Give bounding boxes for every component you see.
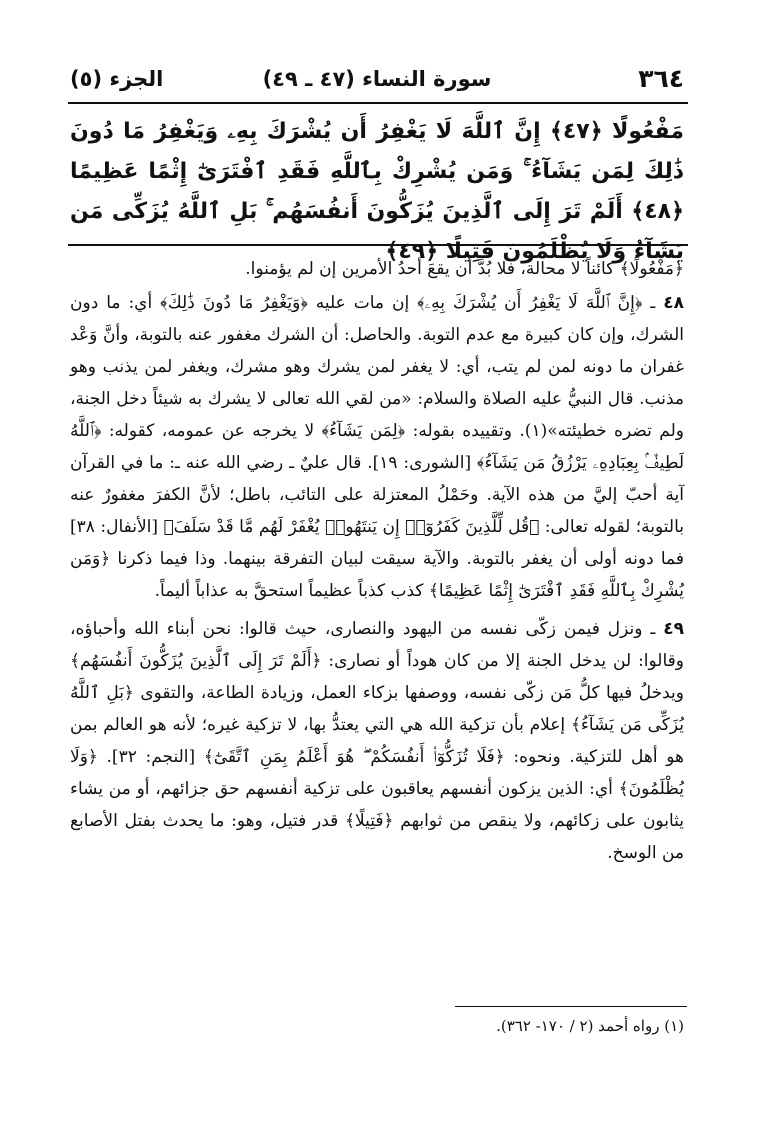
commentary-paragraph-47: ﴿مَفْعُولًا﴾ كائناً لا محالة، فلا بُدَّ أن يقعَ أحدُ الأمرين إن لم يؤمنوا. [245, 259, 684, 279]
page-number: ٣٦٤ [638, 64, 684, 93]
commentary-text-49: ونزل فيمن زكّى نفسه من اليهود والنصارى، حيث قالوا: نحن أبناء الله وأحباؤه، وقالوا: لن يدخل الجنة إلا من كان هوداً أو نصارى: ﴿أَلَمْ تَرَ إِلَى ٱلَّذِينَ يُزَكُّونَ أَنفُسَهُم﴾ ويدخلُ فيها كلُّ مَن زكّى نفسه، ووصفها بزكاء العمل، وزيادة الطاعة، والتقوى ﴿بَلِ ٱللَّهُ يُزَكِّى مَن يَشَآءُ﴾ إعلام بأن تزكية الله هي التي يعتدُّ بها، لا تزكية غيره؛ لأنه هو العالم بمن هو أهل للتزكية. ونحوه: ﴿فَلَا تُزَكُّوٓا۟ أَنفُسَكُمْ ۖ هُوَ أَعْلَمُ بِمَنِ ٱتَّقَىٰٓ﴾ [النجم: ٣٢]. ﴿وَلَا يُظْلَمُونَ﴾ أي: الذين يزكون أنفسهم يعاقبون على تزكية أنفسهم حق جزائهم، أو من يشاء يثابون على زكائهم، ولا ينقص من ثوابهم ﴿فَتِيلًا﴾ قدر فتيل، وهو: ما يحدث بفتل الأصابع من الوسخ. [70, 619, 684, 863]
footnote-divider [455, 1006, 687, 1007]
surah-title: سورة النساء (٤٧ ـ ٤٩) [262, 67, 492, 91]
verses-divider [68, 244, 688, 246]
commentary [70, 253, 684, 869]
verse-number-48: ٤٨ [663, 293, 684, 313]
verse-number-49: ٤٩ [663, 619, 684, 639]
commentary-paragraph-49: ٤٩ ـ ونزل فيمن زكّى نفسه من اليهود والنصارى، حيث قالوا: نحن أبناء الله وأحباؤه، وقالوا: لن يدخل الجنة إلا من كان هوداً أو نصارى: ﴿أَلَمْ تَرَ إِلَى ٱلَّذِينَ يُزَكُّونَ أَنفُسَهُم﴾ ويدخلُ فيها كلُّ مَن زكّى نفسه، ووصفها بزكاء العمل، وزيادة الطاعة، والتقوى ﴿بَلِ ٱللَّهُ يُزَكِّى مَن يَشَآءُ﴾ إعلام بأن تزكية الله هي التي يعتدُّ بها، لا تزكية غيره؛ لأنه هو العالم بمن هو أهل للتزكية. ونحوه: ﴿فَلَا تُزَكُّوٓا۟ أَنفُسَكُمْ ۖ هُوَ أَعْلَمُ بِمَنِ ٱتَّقَىٰٓ﴾ [النجم: ٣٢]. ﴿وَلَا يُظْلَمُونَ﴾ أي: الذين يزكون أنفسهم يعاقبون على تزكية أنفسهم حق جزائهم، أو من يشاء يثابون على زكائهم، ولا ينقص من ثوابهم ﴿فَتِيلًا﴾ قدر فتيل، وهو: ما يحدث بفتل الأصابع من الوسخ. [70, 619, 684, 863]
quran-verses: مَفْعُولًا ﴿٤٧﴾ إِنَّ ٱللَّهَ لَا يَغْفِرُ أَن يُشْرَكَ بِهِۦ وَيَغْفِرُ مَا دُونَ ذَٰلِكَ لِمَن يَشَآءُ ۚ وَمَن يُشْرِكْ بِٱللَّهِ فَقَدِ ٱفْتَرَىٰٓ إِثْمًا عَظِيمًا ﴿٤٨﴾ أَلَمْ تَرَ إِلَى ٱلَّذِينَ يُزَكُّونَ أَنفُسَهُم ۚ بَلِ ٱللَّهُ يُزَكِّى مَن يَشَآءُ وَلَا يُظْلَمُونَ فَتِيلًا ﴿٤٩﴾ [70, 119, 684, 264]
commentary-text-48: ﴿إِنَّ ٱللَّهَ لَا يَغْفِرُ أَن يُشْرَكَ بِهِۦ﴾ إن مات عليه ﴿وَيَغْفِرُ مَا دُونَ ذَٰلِكَ﴾ أي: ما دون الشرك، وإن كان كبيرة مع عدم التوبة. والحاصل: أن الشرك مغفور عنه بالتوبة، وأنَّ وَعْد غفران ما دونه لمن لم يتب، أي: لا يغفر لمن يشرك وهو مشرك، ويغفر لمن يذنب وهو مذنب. قال النبيُّ عليه الصلاة والسلام: «من لقي الله تعالى لا يشرك به شيئاً دخل الجنة، ولم تضره خطيئته»(١). وتقييده بقوله: ﴿لِمَن يَشَآءُ﴾ لا يخرجه عن عمومه، كقوله: ﴿ٱللَّهُ لَطِيفٌۢ بِعِبَادِهِۦ يَرْزُقُ مَن يَشَآءُ﴾ [الشورى: ١٩]. قال عليٌ ـ رضي الله عنه ـ: ما في القرآن آية أحبّ إليَّ من هذه الآية. وحَمْلُ المعتزلة على التائب، باطل؛ لأنَّ الكفرَ مغفورٌ عنه بالتوبة؛ لقوله تعالى: ﴿قُل لِّلَّذِينَ كَفَرُوٓا۟ إِن يَنتَهُوا۟ يُغْفَرْ لَهُم مَّا قَدْ سَلَفَ﴾ [الأنفال: ٣٨] فما دونه أولى أن يغفر بالتوبة. والآية سيقت لبيان التفرقة بينهما. وذا فيما ذكرنا ﴿وَمَن يُشْرِكْ بِٱللَّهِ فَقَدِ ٱفْتَرَىٰٓ إِثْمًا عَظِيمًا﴾ كذب كذباً عظيماً استحقَّ به عذاباً أليماً. [70, 293, 685, 601]
footnote: (١) رواه أحمد (٢ / ١٧٠- ٣٦٢). [496, 1017, 684, 1035]
commentary-paragraph-48: ٤٨ ـ ﴿إِنَّ ٱللَّهَ لَا يَغْفِرُ أَن يُشْرَكَ بِهِۦ﴾ إن مات عليه ﴿وَيَغْفِرُ مَا دُونَ ذَٰلِكَ﴾ أي: ما دون الشرك، وإن كان كبيرة مع عدم التوبة. والحاصل: أن الشرك مغفور عنه بالتوبة، وأنَّ وَعْد غفران ما دونه لمن لم يتب، أي: لا يغفر لمن يشرك وهو مشرك، ويغفر لمن يذنب وهو مذنب. قال النبيُّ عليه الصلاة والسلام: «من لقي الله تعالى لا يشرك به شيئاً دخل الجنة، ولم تضره خطيئته»(١). وتقييده بقوله: ﴿لِمَن يَشَآءُ﴾ لا يخرجه عن عمومه، كقوله: ﴿ٱللَّهُ لَطِيفٌۢ بِعِبَادِهِۦ يَرْزُقُ مَن يَشَآءُ﴾ [الشورى: ١٩]. قال عليٌ ـ رضي الله عنه ـ: ما في القرآن آية أحبّ إليَّ من هذه الآية. وحَمْلُ المعتزلة على التائب، باطل؛ لأنَّ الكفرَ مغفورٌ عنه بالتوبة؛ لقوله تعالى: ﴿قُل لِّلَّذِينَ كَفَرُوٓا۟ إِن يَنتَهُوا۟ يُغْفَرْ لَهُم مَّا قَدْ سَلَفَ﴾ [الأنفال: ٣٨] فما دونه أولى أن يغفر بالتوبة. والآية سيقت لبيان التفرقة بينهما. وذا فيما ذكرنا ﴿وَمَن يُشْرِكْ بِٱللَّهِ فَقَدِ ٱفْتَرَىٰٓ إِثْمًا عَظِيمًا﴾ كذب كذباً عظيماً استحقَّ به عذاباً أليماً. [70, 293, 685, 601]
page-header [70, 64, 684, 100]
header-divider [68, 102, 688, 104]
part-label: الجزء (٥) [70, 67, 164, 91]
